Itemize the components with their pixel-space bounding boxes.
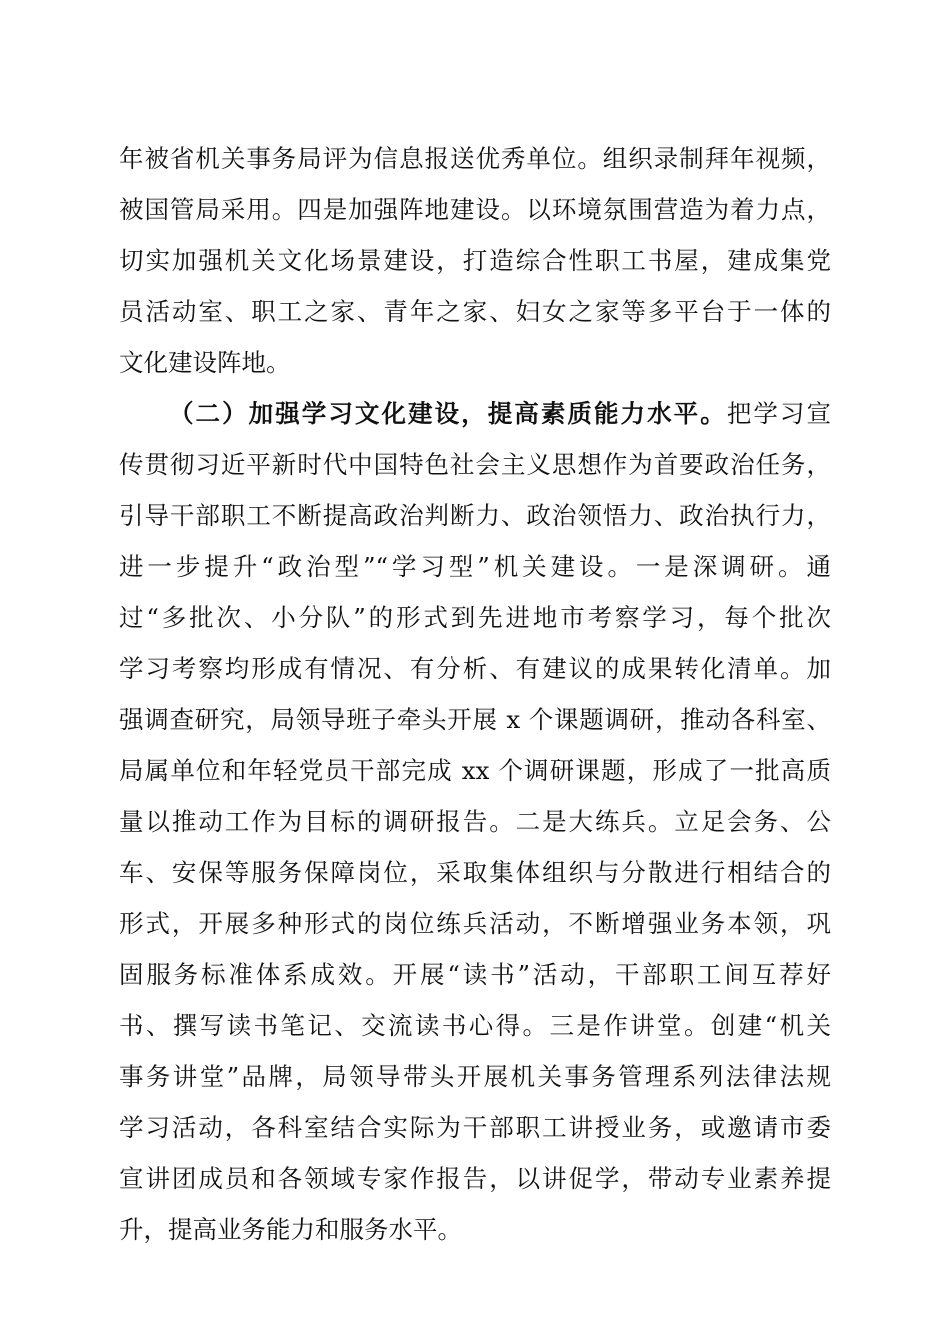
paragraph-2-line-17: 升，提高业务能力和服务水平。 (119, 1215, 462, 1244)
paragraph-2-line-13: 书、撰写读书笔记、交流读书心得。三是作讲堂。创建“机关 (119, 1011, 831, 1040)
paragraph-2-line-14: 事务讲堂”品牌，局领导带头开展机关事务管理系列法律法规 (119, 1062, 831, 1091)
paragraph-1-line-5: 文化建设阵地。 (119, 348, 291, 377)
paragraph-2-line-7: 强调查研究，局领导班子牵头开展 x 个课题调研，推动各科室、 (119, 705, 831, 734)
paragraph-2-line-16: 宣讲团成员和各领域专家作报告，以讲促学，带动专业素养提 (119, 1164, 831, 1193)
paragraph-1-line-3: 切实加强机关文化场景建设，打造综合性职工书屋，建成集党 (119, 246, 831, 275)
paragraph-2-first-line-rest: 把学习宣 (726, 399, 831, 428)
paragraph-2-line-10: 车、安保等服务保障岗位，采取集体组织与分散进行相结合的 (119, 858, 831, 887)
section-heading: （二）加强学习文化建设，提高素质能力水平。 (169, 399, 727, 428)
paragraph-1-line-1: 年被省机关事务局评为信息报送优秀单位。组织录制拜年视频， (119, 144, 831, 173)
paragraph-2-line-15: 学习活动，各科室结合实际为干部职工讲授业务，或邀请市委 (119, 1113, 831, 1142)
paragraph-1-line-2: 被国管局采用。四是加强阵地建设。以环境氛围营造为着力点， (119, 195, 831, 224)
paragraph-2-line-2: 传贯彻习近平新时代中国特色社会主义思想作为首要政治任务， (119, 450, 831, 479)
paragraph-2-line-6: 学习考察均形成有情况、有分析、有建议的成果转化清单。加 (119, 654, 831, 683)
paragraph-2-line-12: 固服务标准体系成效。开展“读书”活动，干部职工间互荐好 (119, 960, 831, 989)
paragraph-2-first-line (169, 392, 831, 436)
paragraph-2-line-3: 引导干部职工不断提高政治判断力、政治领悟力、政治执行力， (119, 501, 831, 530)
paragraph-2-line-4: 进一步提升“政治型”“学习型”机关建设。一是深调研。通 (119, 552, 831, 581)
paragraph-2-line-5: 过“多批次、小分队”的形式到先进地市考察学习，每个批次 (119, 603, 831, 632)
paragraph-1-line-4: 员活动室、职工之家、青年之家、妇女之家等多平台于一体的 (119, 297, 831, 326)
paragraph-2-line-9: 量以推动工作为目标的调研报告。二是大练兵。立足会务、公 (119, 807, 831, 836)
paragraph-2-line-8: 局属单位和年轻党员干部完成 xx 个调研课题，形成了一批高质 (119, 756, 831, 785)
paragraph-2-line-11: 形式，开展多种形式的岗位练兵活动，不断增强业务本领，巩 (119, 909, 831, 938)
